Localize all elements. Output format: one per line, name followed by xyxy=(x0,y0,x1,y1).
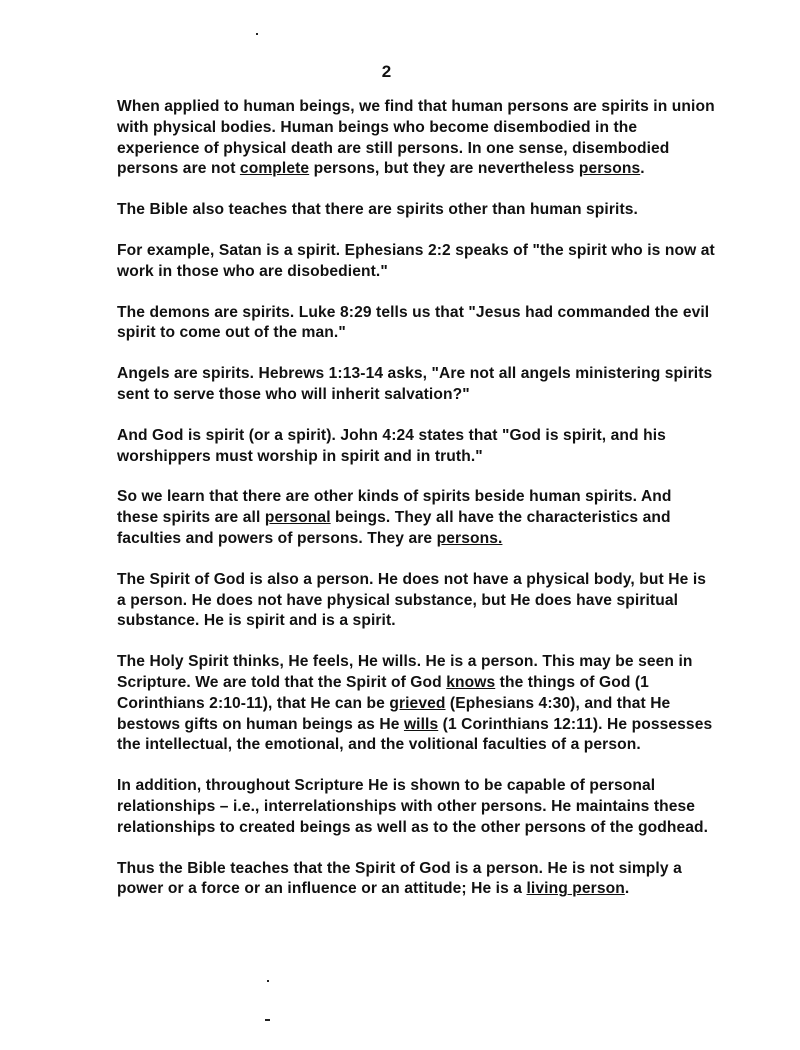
paragraph-angels xyxy=(117,364,717,406)
paragraph-text: Angels are spirits. Hebrews 1:13-14 asks, "Are not all angels ministering spirits sent to serve those who will inherit salvation?" xyxy=(117,365,713,403)
paragraph-text: (1 Corinthians 12:11). He possesses the intellectual, the emotional, and the volitional faculties of a person. xyxy=(117,715,713,754)
paragraph-text: In addition, throughout Scripture He is shown to be capable of personal relationships – i.e., interrelationships with other persons. He maintains these relationships to created beings as well as to the other persons of the godhead. xyxy=(117,777,709,836)
paragraph-other-spirits xyxy=(117,200,717,221)
paragraph-text: persons, but they are nevertheless xyxy=(309,160,579,178)
paragraph-text: beings. They all have the characteristics and faculties and powers of persons. They are xyxy=(117,509,671,547)
paragraph-text: The Spirit of God is also a person. He does not have a physical body, but He is a person. He does not have physical substance, but He does have spiritual substance. He is spirit and is a spirit. xyxy=(117,570,707,630)
emphasis-knows: knows xyxy=(446,673,496,691)
paragraph-text: . xyxy=(640,160,645,178)
scan-speck xyxy=(265,1019,270,1021)
paragraph-conclusion xyxy=(117,859,717,901)
paragraph-text: Thus the Bible teaches that the Spirit of God is a person. He is not simply a power or a force or an influence or an attitude; He is a xyxy=(117,859,682,898)
emphasis-personal: personal xyxy=(264,509,331,527)
emphasis-persons: persons. xyxy=(436,529,503,547)
paragraph-text: the things of God (1 Corinthians 2:10-11), that He can be xyxy=(117,673,649,712)
emphasis-living-person: living person xyxy=(526,880,625,898)
paragraph-holy-spirit xyxy=(117,652,717,756)
paragraph-text: The demons are spirits. Luke 8:29 tells us that "Jesus had commanded the evil spirit to come out of the man." xyxy=(117,303,710,342)
emphasis-persons: persons xyxy=(578,160,641,178)
paragraph-text: The Holy Spirit thinks, He feels, He wills. He is a person. This may be seen in Scripture. We are told that the Spirit of God xyxy=(117,653,693,691)
paragraph-demons xyxy=(117,303,717,345)
paragraph-text: When applied to human beings, we find that human persons are spirits in union with physical bodies. Human beings who become disembodied in the experience of physical death are still persons. In one sense, disembodied persons are not xyxy=(117,98,715,178)
paragraph-text: And God is spirit (or a spirit). John 4:24 states that "God is spirit, and his worshippers must worship in spirit and in truth." xyxy=(117,426,666,465)
paragraph-personal-beings xyxy=(117,487,717,549)
paragraph-text: So we learn that there are other kinds of spirits beside human spirits. And these spirits are all xyxy=(117,488,672,527)
paragraph-text: The Bible also teaches that there are spirits other than human spirits. xyxy=(117,201,638,219)
scan-speck xyxy=(267,980,269,982)
paragraph-text: . xyxy=(624,880,630,898)
body-text xyxy=(117,97,717,920)
paragraph-text: (Ephesians 4:30), and that He bestows gifts on human beings as He xyxy=(117,694,671,733)
paragraph-text: For example, Satan is a spirit. Ephesians 2:2 speaks of "the spirit who is now at work in those who are disobedient." xyxy=(117,241,715,280)
paragraph-satan xyxy=(117,241,717,283)
emphasis-wills: wills xyxy=(403,715,439,733)
paragraph-human-persons xyxy=(117,97,717,180)
emphasis-grieved: grieved xyxy=(389,694,446,712)
paragraph-god-spirit xyxy=(117,426,717,468)
page-number: 2 xyxy=(381,62,392,81)
paragraph-spirit-of-god xyxy=(117,570,717,632)
paragraph-relationships xyxy=(117,776,717,838)
emphasis-complete: complete xyxy=(239,160,310,178)
scan-speck xyxy=(256,33,258,35)
